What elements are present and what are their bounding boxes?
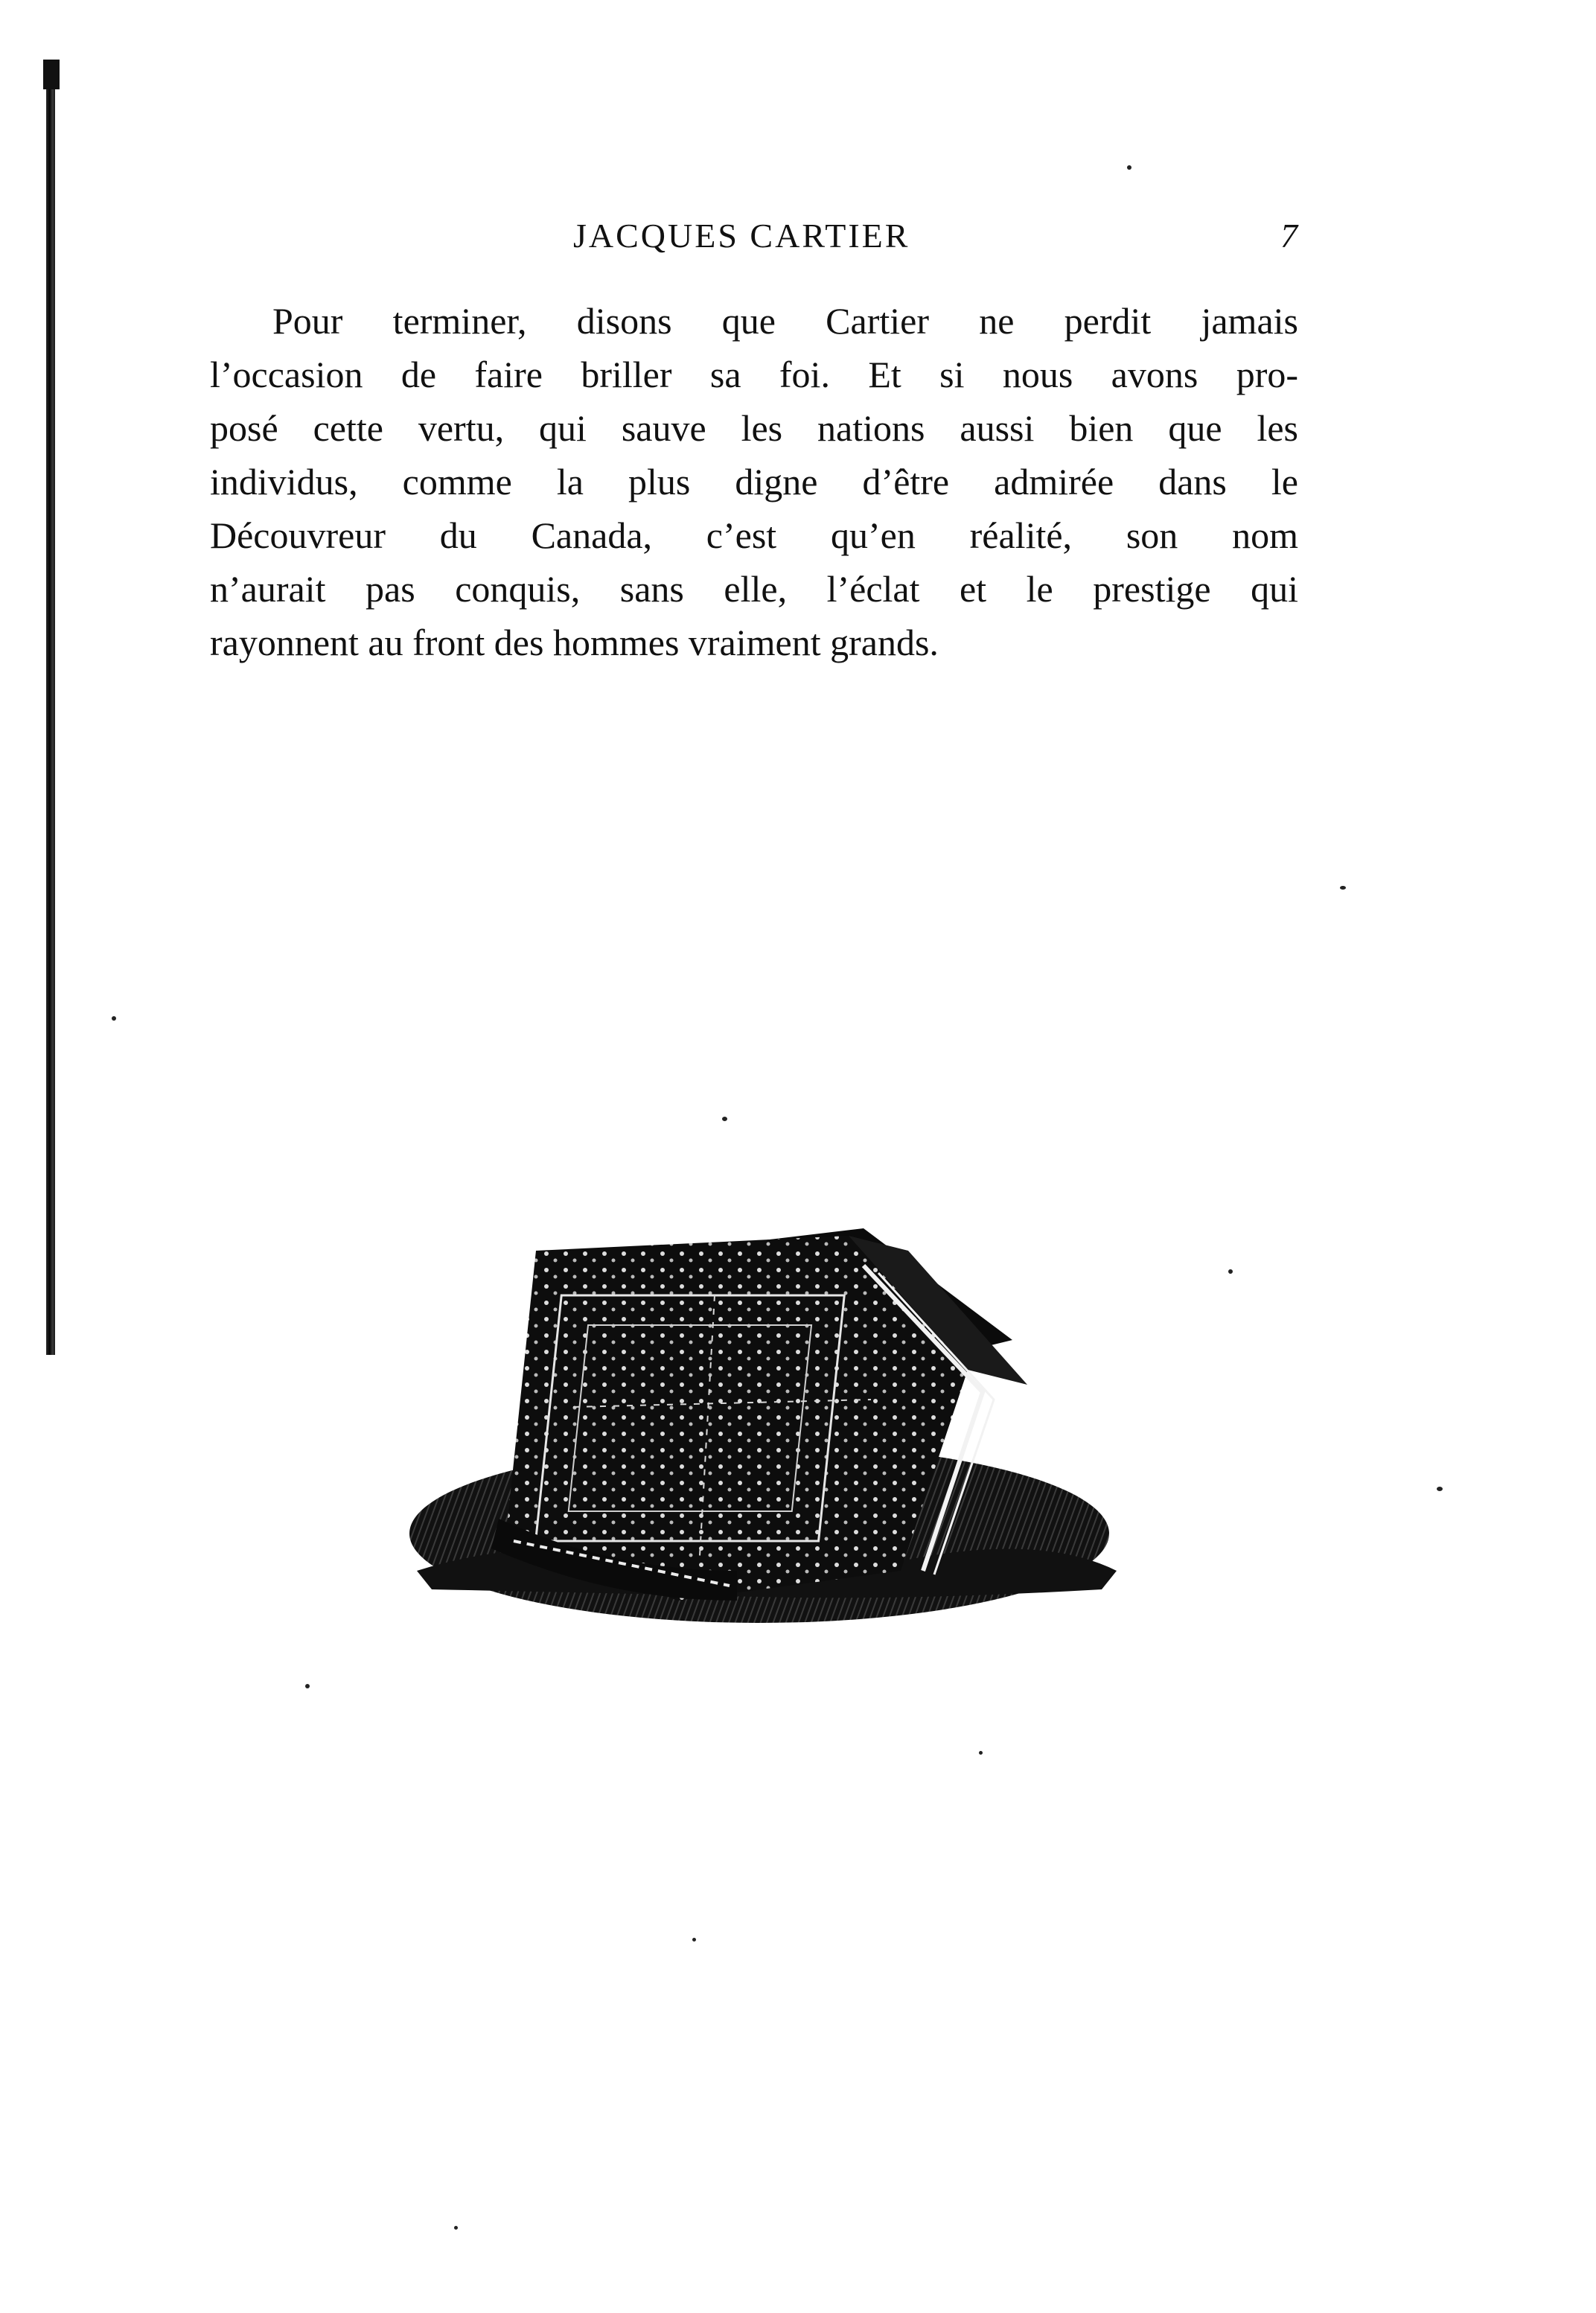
ink-speck	[692, 1938, 696, 1942]
ink-speck	[1228, 1269, 1233, 1274]
ink-speck	[1340, 886, 1346, 890]
page-number: 7	[1280, 217, 1297, 255]
body-paragraph	[210, 294, 1298, 669]
text-line: n’aurait pas conquis, sans elle, l’éclat et le prestige qui	[210, 568, 1298, 610]
ink-speck	[454, 2226, 458, 2230]
ink-speck	[1127, 165, 1131, 170]
text-line: Découvreur du Canada, c’est qu’en réalité, son nom	[210, 514, 1298, 556]
ink-speck	[722, 1117, 727, 1121]
book-vignette-illustration	[387, 1184, 1131, 1645]
text-line: rayonnent au front des hommes vraiment grands.	[210, 622, 939, 663]
ink-speck	[305, 1684, 310, 1688]
text-line: posé cette vertu, qui sauve les nations aussi bien que les	[210, 407, 1298, 449]
ink-speck	[112, 1016, 116, 1021]
text-line: individus, comme la plus digne d’être admirée dans le	[210, 461, 1298, 503]
text-line: l’occasion de faire briller sa foi. Et si nous avons pro-	[210, 354, 1298, 395]
ink-speck	[1437, 1487, 1443, 1491]
running-head	[0, 216, 1596, 268]
ink-speck	[979, 1751, 983, 1755]
running-title: JACQUES CARTIER	[573, 217, 910, 255]
text-line: Pour terminer, disons que Cartier ne perdit jamais	[272, 300, 1298, 342]
